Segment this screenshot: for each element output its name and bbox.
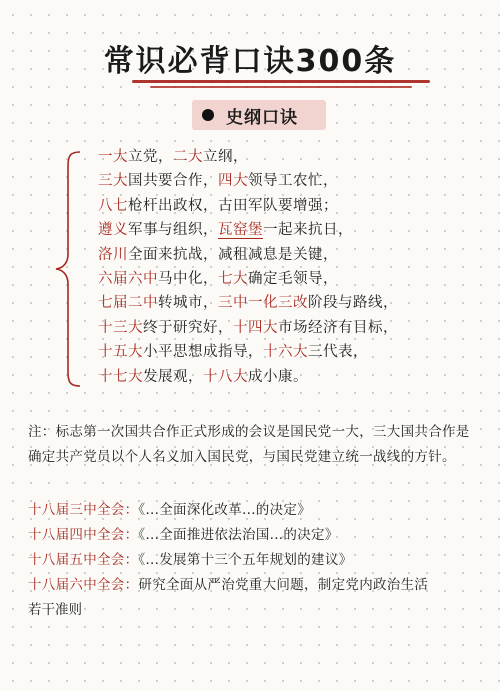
mnemonic-line [98,291,488,315]
mnemonic-text: 领导工农忙， [248,173,338,190]
highlight-term: 十六大 [263,344,308,361]
highlight-term: 十五大 [98,344,143,361]
highlight-term: 七大 [218,270,248,287]
mnemonic-text: 立党， [128,149,173,165]
plenary-content: 《...全面推进依法治国...的决定》 [138,527,339,543]
mnemonic-line [98,145,488,169]
highlight-term: 一大 [98,149,128,165]
mnemonic-text: 立纲， [203,149,248,165]
plenary-continuation: 若干准则 [28,602,82,618]
mnemonic-text: 军事与组织， [128,222,218,239]
mnemonic-text: 转城市， [158,295,218,312]
mnemonic-text: 市场经济有目标， [278,319,398,336]
mnemonic-line [98,365,488,389]
mnemonic-line [98,218,488,242]
mnemonic-text: 一起来抗日， [263,222,353,239]
highlight-term: 十三大 [98,319,143,336]
mnemonic-block [98,145,488,389]
highlight-term: 十八大 [203,368,248,385]
plenary-content: 研究全面从严治党重大问题，制定党内政治生活 [138,577,429,593]
plenary-name: 十八届三中全会： [28,502,139,518]
plenary-item [28,573,488,598]
mnemonic-text: 三代表， [308,344,368,361]
mnemonic-line [98,243,488,267]
highlight-term: 十四大 [233,319,278,336]
title-underline [132,80,430,83]
title-underline-secondary [150,86,412,88]
section-header [192,100,326,130]
highlight-term: 八七 [98,197,128,214]
curly-brace-icon [54,150,84,388]
plenary-item [28,523,488,548]
note-paragraph: 注：标志第一次国共合作正式形成的会议是国民党一大，三大国共合作是确定共产党员以个人名义加入国民党，与国民党建立统一战线的方针。 [28,424,470,465]
highlight-term: 瓦窑堡 [218,222,263,239]
highlight-term: 遵义 [98,222,128,239]
mnemonic-text: 确定毛领导， [248,270,338,287]
highlight-term: 十七大 [98,368,143,385]
mnemonic-text: 马中化， [158,270,218,287]
mnemonic-text: 国共要合作， [128,173,218,190]
mnemonic-line [98,267,488,291]
plenary-name: 十八届五中全会： [28,552,139,568]
highlight-term: 六届六中 [98,270,158,287]
plenary-list [28,498,488,623]
plenary-item [28,548,488,573]
mnemonic-line [98,340,488,364]
mnemonic-text: 全面来抗战，减租减息是关键， [128,246,338,263]
mnemonic-text: 成小康。 [248,368,308,385]
mnemonic-text: 阶段与路线， [308,295,398,312]
mnemonic-text: 枪杆出政权，古田军队要增强； [128,197,338,214]
mnemonic-text: 小平思想成指导， [143,344,263,361]
mnemonic-line [98,169,488,193]
plenary-item [28,498,488,523]
highlight-term: 三中一化三改 [218,295,308,312]
plenary-name: 十八届六中全会： [28,577,139,593]
highlight-term: 四大 [218,173,248,190]
section-label: 史纲口诀 [226,107,298,128]
plenary-content: 《...全面深化改革...的决定》 [138,502,312,518]
highlight-term: 二大 [173,149,203,165]
highlight-term: 七届二中 [98,295,158,312]
mnemonic-text: 发展观， [143,368,203,385]
mnemonic-line [98,194,488,218]
highlight-term: 三大 [98,173,128,190]
page-title: 常识必背口诀300条 [103,44,397,79]
plenary-name: 十八届四中全会： [28,527,139,543]
bullet-dot-icon [202,109,214,121]
mnemonic-text: 终于研究好， [143,319,233,336]
mnemonic-line [98,316,488,340]
highlight-term: 洛川 [98,246,128,263]
title-area [0,36,500,80]
plenary-content: 《...发展第十三个五年规划的建议》 [138,552,353,568]
